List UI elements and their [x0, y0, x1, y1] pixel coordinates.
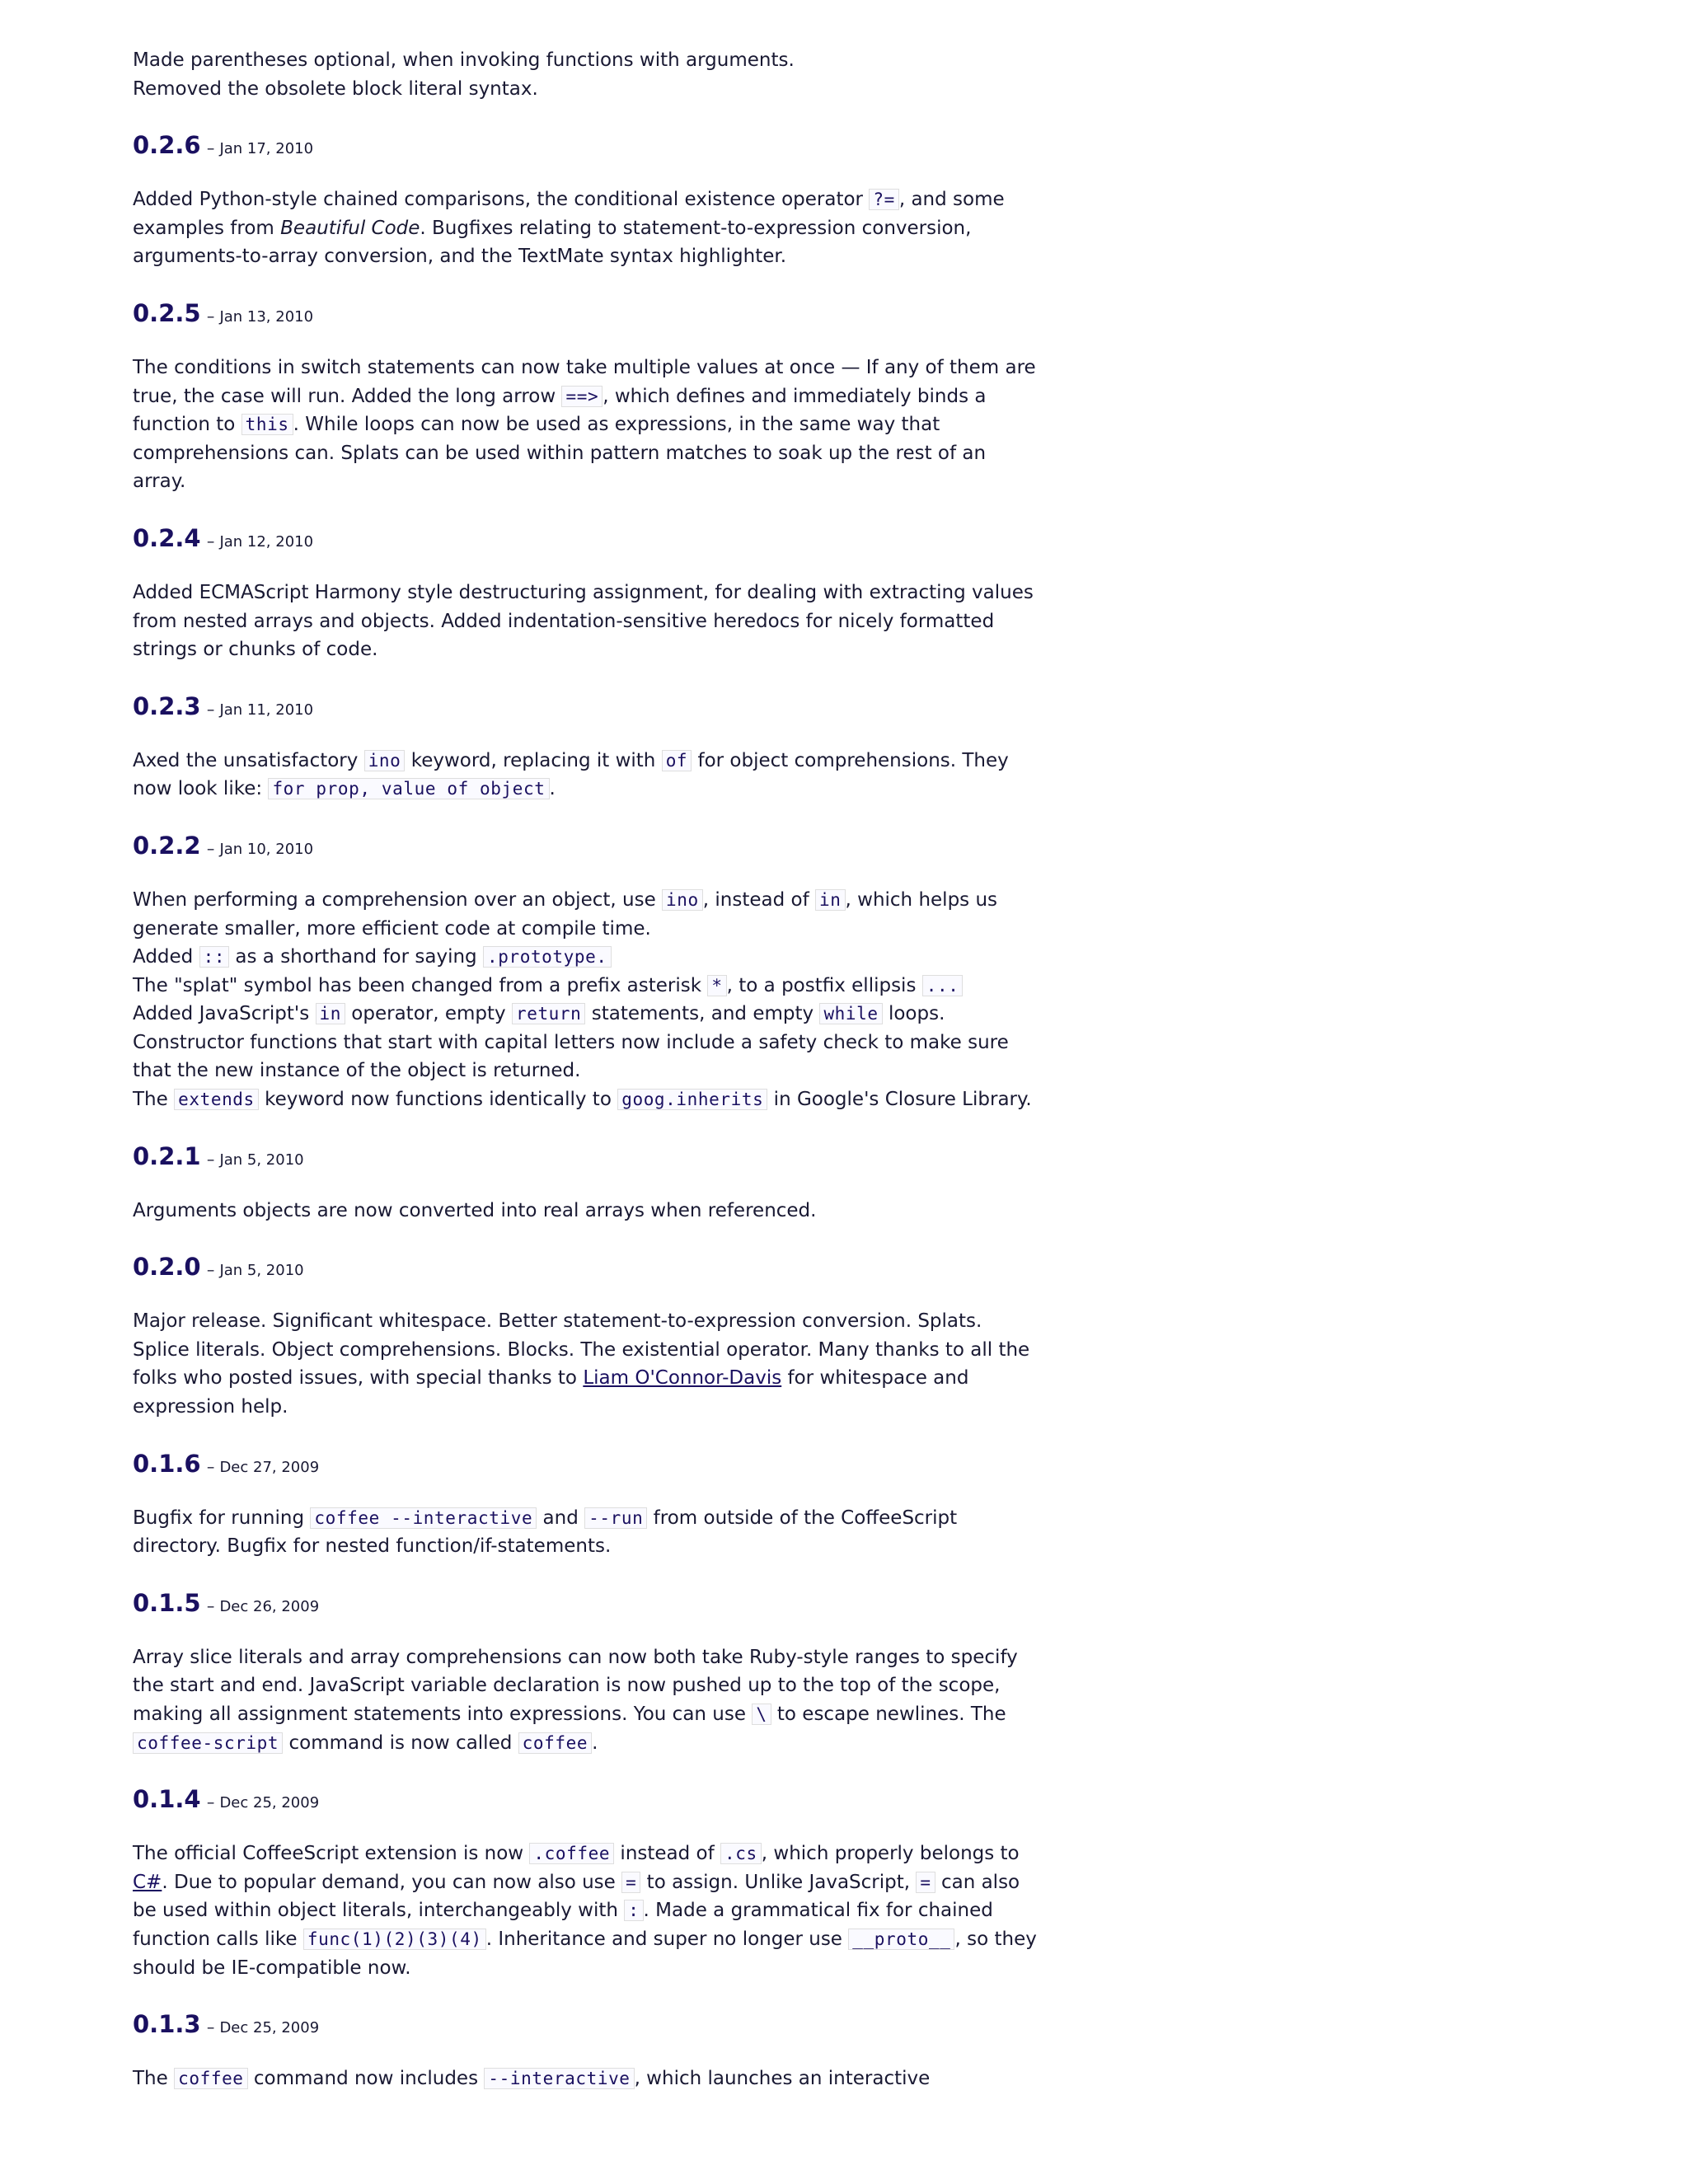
release-date: Jan 13, 2010	[219, 307, 314, 326]
release-heading	[133, 296, 1039, 330]
date-separator: –	[206, 1596, 220, 1615]
code-snippet: .coffee	[529, 1843, 614, 1864]
intro-paragraph	[133, 46, 1039, 103]
code-snippet: --run	[584, 1507, 647, 1529]
code-snippet: extends	[174, 1089, 259, 1110]
release-date: Dec 26, 2009	[219, 1597, 320, 1615]
code-snippet: return	[512, 1003, 585, 1024]
release-notes: The coffee command now includes --interactive , which launches an interactive	[133, 2068, 931, 2090]
release-date: Dec 25, 2009	[219, 1794, 320, 1812]
version-number: 0.1.4	[133, 1785, 201, 1814]
release-0-2-4	[133, 521, 1039, 664]
release-date: Jan 17, 2010	[219, 140, 314, 158]
code-snippet: coffee-script	[133, 1732, 283, 1754]
release-notes: Array slice literals and array comprehensions can now both take Ruby-style ranges to specify the start and end. JavaScript variable declaration is now pushed up to the top of the scope, making all assignment statements into expressions. You can use \ to escape newlines. The coffee-script command is now called coffee .	[133, 1646, 1018, 1754]
intro-line: Removed the obsolete block literal syntax.	[133, 77, 538, 100]
release-0-2-1	[133, 1139, 1039, 1226]
date-separator: –	[206, 1261, 220, 1280]
code-snippet: __proto__	[848, 1929, 954, 1950]
release-heading	[133, 1139, 1039, 1174]
contributor-link[interactable]: Liam O'Connor-Davis	[583, 1367, 782, 1390]
release-heading	[133, 521, 1039, 555]
note-line: The "splat" symbol has been changed from a prefix asterisk * , to a postfix ellipsis ...	[133, 972, 1039, 1001]
release-heading	[133, 1586, 1039, 1620]
release-heading	[133, 828, 1039, 863]
date-separator: –	[206, 2018, 220, 2037]
release-notes: The official CoffeeScript extension is now .coffee instead of .cs , which properly belongs to C#. Due to popular demand, you can now also use = to assign. Unlike JavaScript, = can also be used within object literals, interchangeably with : . Made a grammatical fix for chained function calls like func(1)(2)(3)(4) . Inheritance and super no longer use __proto__ , so they should be IE-compatible now.	[133, 1843, 1037, 1979]
code-snippet: in	[316, 1003, 346, 1024]
release-date: Jan 5, 2010	[219, 1151, 304, 1169]
release-notes: The conditions in switch statements can now take multiple values at once — If any of them are true, the case will run. Added the long arrow ==> , which defines and immediately binds a function to this . While loops can now be used as expressions, in the same way that comprehensions can. Splats can be used within pattern matches to soak up the rest of an array.	[133, 356, 1036, 493]
release-notes: Axed the unsatisfactory ino keyword, replacing it with of for object comprehensions. They now look like: for prop, value of object .	[133, 749, 1009, 800]
csharp-link[interactable]: C#	[133, 1871, 162, 1893]
code-snippet: coffee --interactive	[310, 1507, 537, 1529]
code-snippet: coffee	[174, 2068, 247, 2089]
code-snippet: func(1)(2)(3)(4)	[303, 1929, 486, 1950]
code-snippet: ino	[364, 750, 406, 771]
code-snippet: this	[241, 414, 293, 435]
code-snippet: for prop, value of object	[268, 778, 549, 799]
date-separator: –	[206, 1457, 220, 1476]
note-line: When performing a comprehension over an object, use ino , instead of in , which helps us generate smaller, more efficient code at compile time.	[133, 888, 998, 940]
book-title: Beautiful Code	[280, 217, 420, 239]
version-number: 0.2.2	[133, 831, 201, 860]
date-separator: –	[206, 307, 220, 326]
date-separator: –	[206, 1150, 220, 1169]
release-heading	[133, 2007, 1039, 2041]
release-0-1-4	[133, 1782, 1039, 1982]
release-notes: Added ECMAScript Harmony style destructuring assignment, for dealing with extracting values from nested arrays and objects. Added indentation-sensitive heredocs for nicely formatted strings or chunks of code.	[133, 581, 1034, 661]
version-number: 0.2.0	[133, 1253, 201, 1282]
code-snippet: ino	[662, 889, 703, 911]
code-snippet: coffee	[518, 1732, 592, 1754]
release-heading	[133, 1249, 1039, 1284]
code-snippet: \	[752, 1704, 771, 1725]
date-separator: –	[206, 139, 220, 158]
version-number: 0.1.5	[133, 1588, 201, 1617]
version-number: 0.2.3	[133, 691, 201, 720]
code-snippet: =	[916, 1872, 935, 1893]
note-line: Constructor functions that start with capital letters now include a safety check to make sure that the new instance of the object is returned.	[133, 1031, 1009, 1082]
version-number: 0.2.5	[133, 298, 201, 327]
date-separator: –	[206, 1793, 220, 1812]
release-notes: Arguments objects are now converted into real arrays when referenced.	[133, 1199, 817, 1221]
note-line: Added JavaScript's in operator, empty return statements, and empty while loops.	[133, 1003, 945, 1025]
release-notes: Added Python-style chained comparisons, the conditional existence operator ?= , and some examples from Beautiful Code. Bugfixes relating to statement-to-expression conversion, arguments-to-array conversion, and the TextMate syntax highlighter.	[133, 189, 1005, 268]
release-notes: Bugfix for running coffee --interactive and --run from outside of the CoffeeScript directory. Bugfix for nested function/if-statements.	[133, 1507, 958, 1558]
release-0-1-6	[133, 1446, 1039, 1561]
code-snippet: ...	[922, 975, 964, 996]
note-line: Added :: as a shorthand for saying .prototype.	[133, 943, 1039, 972]
release-date: Jan 12, 2010	[219, 532, 314, 551]
release-date: Dec 25, 2009	[219, 2019, 320, 2037]
release-heading	[133, 1782, 1039, 1816]
release-heading	[133, 128, 1039, 162]
release-notes: Major release. Significant whitespace. Better statement-to-expression conversion. Splats. Splice literals. Object comprehensions. Blocks. The existential operator. Many thanks to all the folks who posted issues, with special thanks to Liam O'Connor-Davis for whitespace and expression help.	[133, 1310, 1030, 1418]
release-0-2-2	[133, 828, 1039, 1114]
date-separator: –	[206, 532, 220, 551]
code-snippet: .cs	[720, 1843, 762, 1864]
date-separator: –	[206, 839, 220, 858]
version-number: 0.2.6	[133, 131, 201, 160]
code-snippet: ?=	[869, 189, 899, 210]
code-snippet: in	[815, 889, 846, 911]
note-line: The extends keyword now functions identically to goog.inherits in Google's Closure Library.	[133, 1089, 1032, 1111]
code-snippet: ::	[199, 946, 230, 968]
release-date: Dec 27, 2009	[219, 1458, 320, 1476]
code-snippet: .prototype.	[483, 946, 612, 968]
release-heading	[133, 689, 1039, 724]
release-0-1-5	[133, 1586, 1039, 1757]
release-date: Jan 10, 2010	[219, 840, 314, 858]
release-date: Jan 5, 2010	[219, 1262, 304, 1280]
code-snippet: --interactive	[484, 2068, 634, 2089]
code-snippet: of	[662, 750, 692, 771]
release-heading	[133, 1446, 1039, 1481]
release-0-1-3	[133, 2007, 1039, 2093]
intro-line: Made parentheses optional, when invoking functions with arguments.	[133, 49, 795, 71]
date-separator: –	[206, 700, 220, 719]
version-number: 0.1.6	[133, 1449, 201, 1478]
code-snippet: *	[707, 975, 726, 996]
code-snippet: while	[819, 1003, 882, 1024]
release-0-2-0	[133, 1249, 1039, 1421]
release-0-2-3	[133, 689, 1039, 804]
version-number: 0.2.1	[133, 1141, 201, 1170]
changelog	[133, 46, 1039, 2093]
release-date: Jan 11, 2010	[219, 701, 314, 719]
code-snippet: ==>	[561, 386, 603, 407]
code-snippet: =	[621, 1872, 640, 1893]
code-snippet: :	[624, 1900, 643, 1921]
version-number: 0.2.4	[133, 523, 201, 552]
release-notes	[133, 886, 1039, 1114]
code-snippet: goog.inherits	[617, 1089, 767, 1110]
release-0-2-6	[133, 128, 1039, 271]
version-number: 0.1.3	[133, 2010, 201, 2039]
release-0-2-5	[133, 296, 1039, 496]
